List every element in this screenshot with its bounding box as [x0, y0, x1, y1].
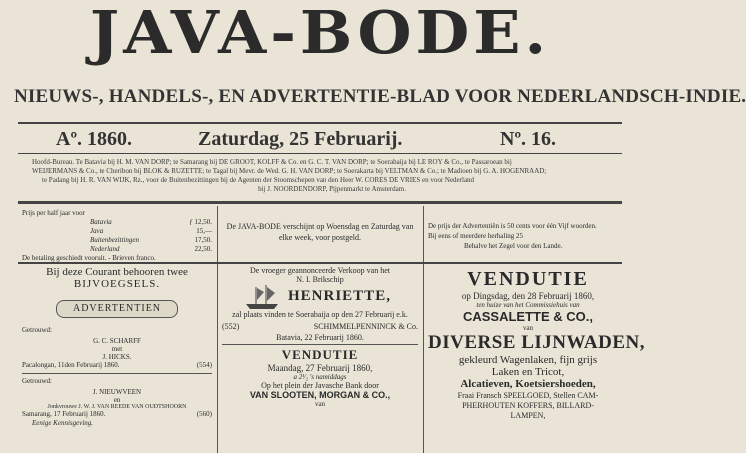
ad-rate-line: Bij eens of meerdere herhaling 25 — [428, 232, 524, 240]
ad-divider — [22, 373, 212, 374]
firm-line: (552) SCHIMMELPENNINCK & Co. — [222, 322, 418, 331]
auction-date: Maandag, 27 Februarij 1860, — [267, 363, 373, 373]
person-name: G. C. SCHARFF — [93, 337, 141, 345]
supplement-title: BIJVOEGSELS. — [73, 278, 161, 290]
notice-note: Eenige Kennisgeving. — [32, 419, 94, 427]
right-column — [428, 266, 645, 421]
connector: met — [111, 345, 123, 353]
supplement-line: Bij deze Courant behooren twee — [46, 266, 188, 278]
price-head: Prijs per half jaar voor — [22, 209, 85, 217]
person-name: J. HICKS. — [102, 353, 132, 361]
ship-row — [222, 284, 418, 310]
ship-name: HENRIETTE, — [288, 288, 391, 304]
advertising-rates — [428, 221, 624, 251]
sale-details: zal plaats vinden te Soerabaija op den 27 Februarij e.k. — [232, 310, 408, 319]
thick-rule — [18, 201, 622, 204]
publication-notice: De JAVA-BODE verschijnt op Woensdag en Zaturdag van elke week, voor postgeld. — [226, 222, 414, 242]
column-divider — [217, 206, 218, 453]
vendutie-heading: VENDUTIE — [281, 347, 359, 362]
married-label: Getrouwd: — [22, 377, 52, 385]
connector: van — [522, 324, 534, 332]
place-line: Pacalongan, 11den Februarij 1860. (554) — [22, 361, 212, 369]
person-name: Jonkvrouwe J. W. J. VAN REEDE VAN OUDTSHOORN — [47, 404, 187, 410]
sale-intro: De vroeger geannonceerde Verkoop van het — [249, 266, 390, 275]
person-name: J. NIEUWVEEN — [92, 388, 142, 396]
auction-venue: ten huize van het Commissiehuis van — [476, 301, 580, 309]
auction-location: Op het plein der Javasche Bank door — [261, 381, 379, 390]
bureau-line: te Padang bij H. R. VAN WIJK, Rz., voor de Buitenbezittingen bij de Agenten der Stoomschepen van den Heer W. CORES DE VRIES en voor Nederland — [42, 176, 475, 184]
dateline-number: Nº. 16. — [500, 128, 557, 150]
bureau-line: Hoofd-Bureau. Te Batavia bij H. M. VAN DORP; te Samarang bij DE GROOT, KOLFF & Co. en G. C. T. VAN DORP; te Soerabaija bij LE ROY & Co., te Passaroean bij — [32, 158, 512, 166]
advertenties-banner: ADVERTENTIEN — [56, 300, 178, 318]
bureau-block — [32, 158, 632, 198]
ship-type: N. I. Brikschip — [296, 275, 344, 284]
connector: van — [314, 400, 326, 408]
column-divider — [423, 206, 424, 453]
price-row: Buitenbezittingen 17,50. — [90, 236, 212, 244]
place-line: Samarang, 17 Februarij 1860. (560) — [22, 410, 212, 418]
married-label: Getrouwd: — [22, 326, 52, 334]
price-box — [22, 209, 212, 262]
ad-rate-line: Behalve het Zegel voor den Lande. — [464, 242, 563, 250]
goods-line: Alcatieven, Koetsiershoeden, — [460, 378, 596, 390]
goods-line: Fraai Fransch SPEELGOED, Stellen CAM- — [457, 391, 599, 400]
left-column — [22, 266, 212, 427]
place-line: Batavia, 22 Februarij 1860. — [276, 333, 364, 342]
goods-heading: DIVERSE LIJNWADEN, — [428, 332, 645, 353]
vendutie-heading: VENDUTIE — [467, 268, 589, 290]
dateline-date: Zaturdag, 25 Februarij. — [198, 128, 403, 150]
goods-line: Laken en Tricot, — [491, 366, 565, 378]
auction-firm: VAN SLOOTEN, MORGAN & CO., — [249, 390, 391, 400]
dateline-rule — [18, 153, 622, 154]
auction-firm: CASSALETTE & CO., — [462, 309, 593, 324]
connector: en — [113, 396, 121, 404]
ad-rate-line: De prijs der Advertentiën is 50 cents voor één Vijf woorden. — [428, 222, 597, 230]
ad-divider — [222, 344, 418, 345]
masthead-subtitle: NIEUWS-, HANDELS-, EN ADVERTENTIE-BLAD VOOR NEDERLANDSCH-INDIE. — [14, 86, 746, 107]
bureau-line: WEIJERMANS & Co., te Cheribon bij BLOK & RUZETTE; te Tagal bij Mevr. de Wed. G. H. VAN DORP; te Soerakarta bij VELTMAN & Co.; te Madioen bij G. A. HOGENRAAD; — [32, 167, 547, 175]
goods-line: LAMPEN, — [510, 411, 546, 420]
dateline — [0, 128, 640, 154]
dateline-year: Aº. 1860. — [56, 128, 133, 150]
bureau-line: bij J. NOORDENDORP, Pijpenmarkt te Amsterdam. — [258, 185, 406, 193]
price-row: Java 15,— — [90, 227, 212, 235]
middle-column — [222, 266, 418, 408]
top-rule — [18, 122, 622, 124]
auction-date: op Dingsdag, den 28 Februarij 1860, — [461, 291, 595, 301]
section-rule — [18, 262, 622, 264]
price-foot: De betaling geschiedt vooruit. - Brieven franco. — [22, 254, 156, 262]
masthead-title: JAVA-BODE. — [89, 0, 551, 68]
ship-icon — [242, 284, 282, 310]
price-row: Batavia ƒ 12,50. — [90, 218, 212, 226]
goods-line: gekleurd Wagenlaken, fijn grijs — [458, 354, 598, 366]
auction-time: a 2¹⁄₂ 's namiddags — [293, 373, 347, 381]
price-row: Nederland 22,50. — [90, 245, 212, 253]
goods-line: PHERHOUTEN KOFFERS, BILLARD- — [462, 401, 594, 410]
